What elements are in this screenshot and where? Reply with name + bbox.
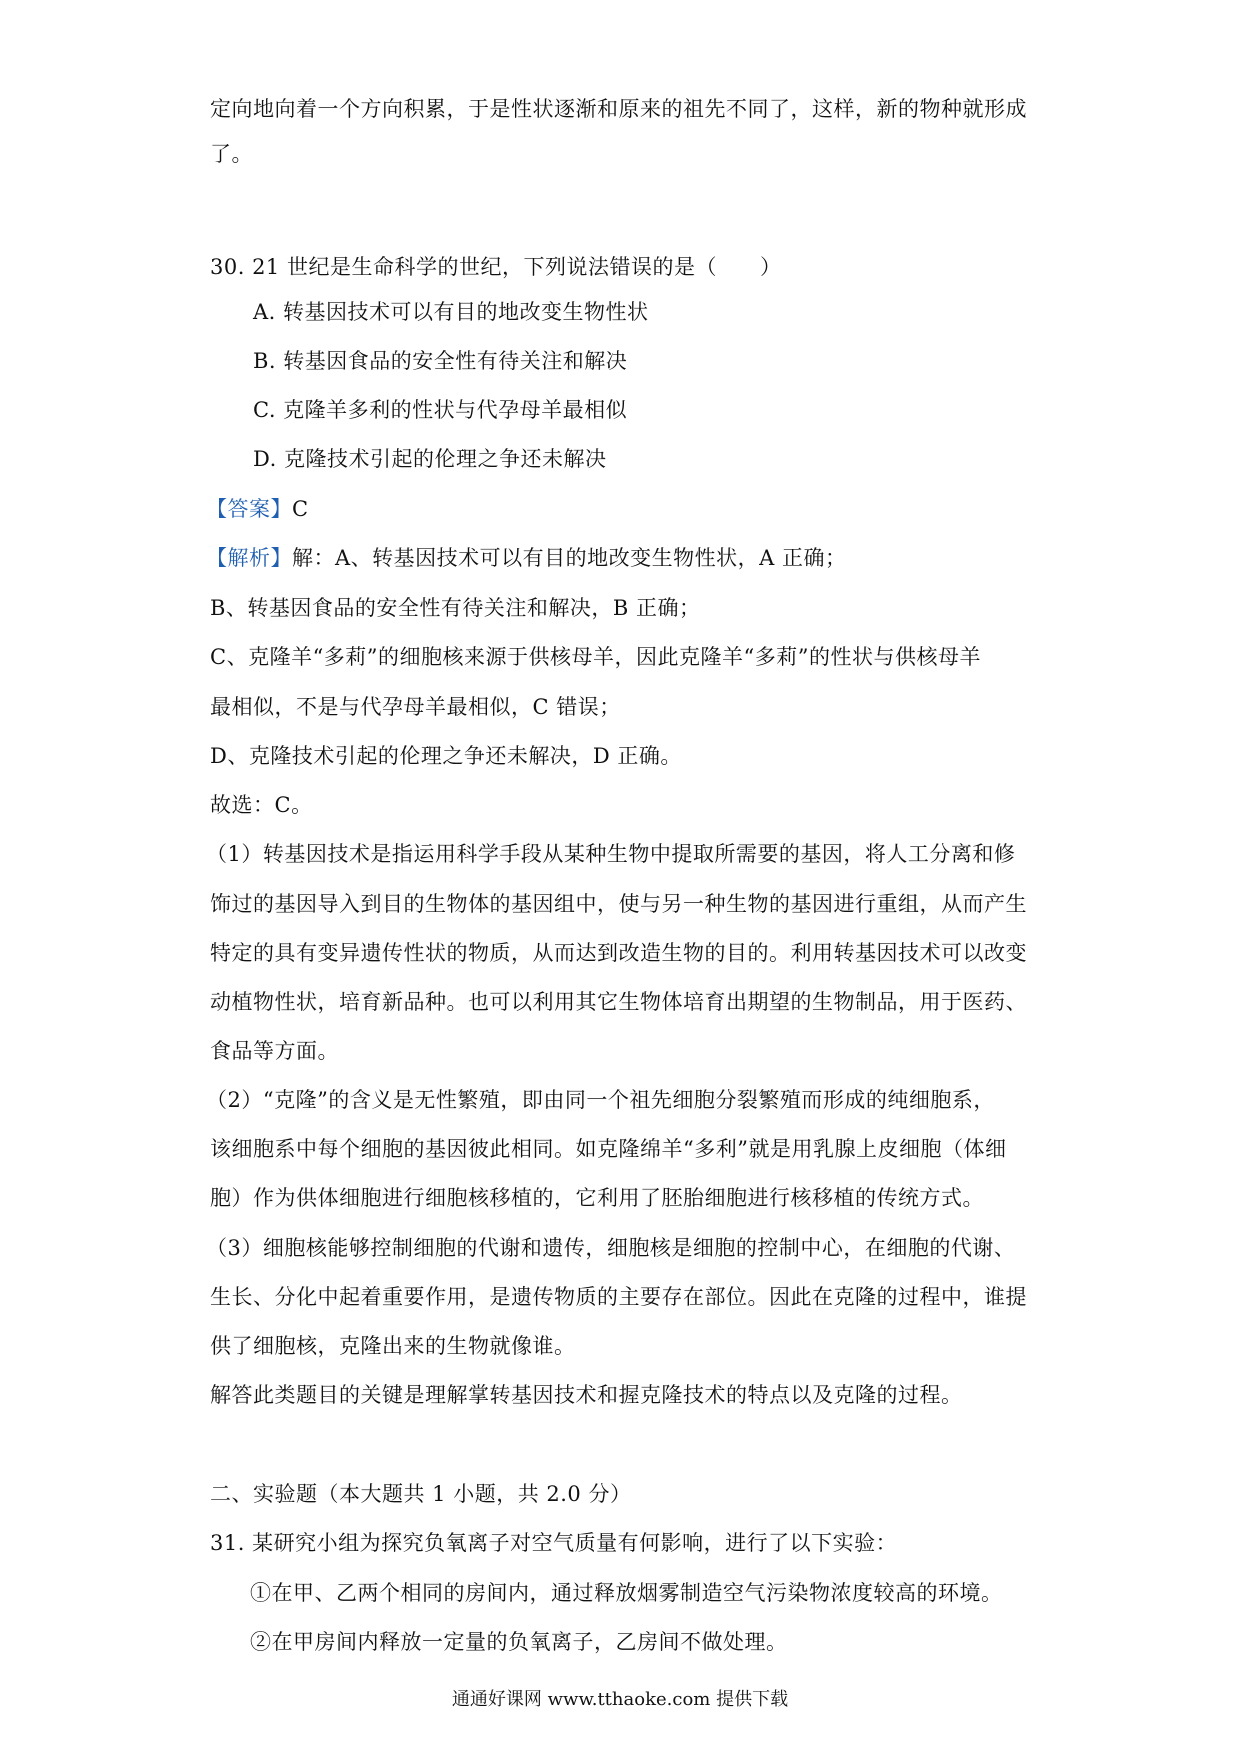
option-c: C. 克隆羊多利的性状与代孕母羊最相似: [253, 398, 628, 422]
paragraph-line: 了。: [210, 142, 253, 166]
option-a: A. 转基因技术可以有目的地改变生物性状: [253, 300, 649, 324]
page-footer: 通通好课网 www.tthaoke.com 提供下载: [451, 1689, 789, 1710]
answer-line: [206, 494, 309, 524]
option-d: D. 克隆技术引起的伦理之争还未解决: [253, 447, 607, 471]
analysis-tag: 【解析】: [206, 546, 292, 570]
analysis-line: 解答此类题目的关键是理解掌转基因技术和握克隆技术的特点以及克隆的过程。: [210, 1383, 963, 1407]
analysis-line: 生长、分化中起着重要作用，是遗传物质的主要存在部位。因此在克隆的过程中，谁提: [210, 1285, 1027, 1309]
section-heading: 二、实验题（本大题共 1 小题，共 2.0 分）: [210, 1482, 632, 1506]
analysis-line: （3）细胞核能够控制细胞的代谢和遗传，细胞核是细胞的控制中心，在细胞的代谢、: [206, 1236, 1016, 1260]
analysis-line: 特定的具有变异遗传性状的物质，从而达到改造生物的目的。利用转基因技术可以改变: [210, 941, 1027, 965]
analysis-line: [206, 543, 847, 573]
analysis-line: 饰过的基因导入到目的生物体的基因组中，使与另一种生物的基因进行重组，从而产生: [210, 892, 1027, 916]
analysis-line: （1）转基因技术是指运用科学手段从某种生物中提取所需要的基因，将人工分离和修: [206, 842, 1016, 866]
question-31-stem: 31. 某研究小组为探究负氧离子对空气质量有何影响，进行了以下实验：: [210, 1531, 898, 1555]
analysis-first-text: 解：A、转基因技术可以有目的地改变生物性状，A 正确；: [292, 546, 847, 570]
analysis-line: 故选：C。: [210, 793, 313, 817]
answer-tag: 【答案】: [206, 497, 292, 521]
experiment-step: ②在甲房间内释放一定量的负氧离子，乙房间不做处理。: [250, 1630, 788, 1654]
analysis-line: 该细胞系中每个细胞的基因彼此相同。如克隆绵羊“多利”就是用乳腺上皮细胞（体细: [210, 1137, 1007, 1161]
experiment-step: ①在甲、乙两个相同的房间内，通过释放烟雾制造空气污染物浓度较高的环境。: [250, 1581, 1003, 1605]
answer-value: C: [292, 497, 309, 521]
paragraph-line: 定向地向着一个方向积累，于是性状逐渐和原来的祖先不同了，这样，新的物种就形成: [210, 97, 1027, 121]
question-30-stem: 30. 21 世纪是生命科学的世纪，下列说法错误的是（ ）: [210, 255, 782, 279]
analysis-line: 胞）作为供体细胞进行细胞核移植的，它利用了胚胎细胞进行核移植的传统方式。: [210, 1186, 984, 1210]
analysis-line: 最相似，不是与代孕母羊最相似，C 错误；: [210, 695, 621, 719]
analysis-line: B、转基因食品的安全性有待关注和解决，B 正确；: [210, 596, 701, 620]
analysis-line: D、克隆技术引起的伦理之争还未解决，D 正确。: [210, 744, 682, 768]
option-b: B. 转基因食品的安全性有待关注和解决: [253, 349, 628, 373]
analysis-line: 动植物性状，培育新品种。也可以利用其它生物体培育出期望的生物制品，用于医药、: [210, 990, 1027, 1014]
analysis-line: 食品等方面。: [210, 1039, 339, 1063]
analysis-line: C、克隆羊“多莉”的细胞核来源于供核母羊，因此克隆羊“多莉”的性状与供核母羊: [210, 645, 982, 669]
analysis-line: 供了细胞核，克隆出来的生物就像谁。: [210, 1334, 576, 1358]
analysis-line: （2）“克隆”的含义是无性繁殖，即由同一个祖先细胞分裂繁殖而形成的纯细胞系，: [206, 1088, 995, 1112]
